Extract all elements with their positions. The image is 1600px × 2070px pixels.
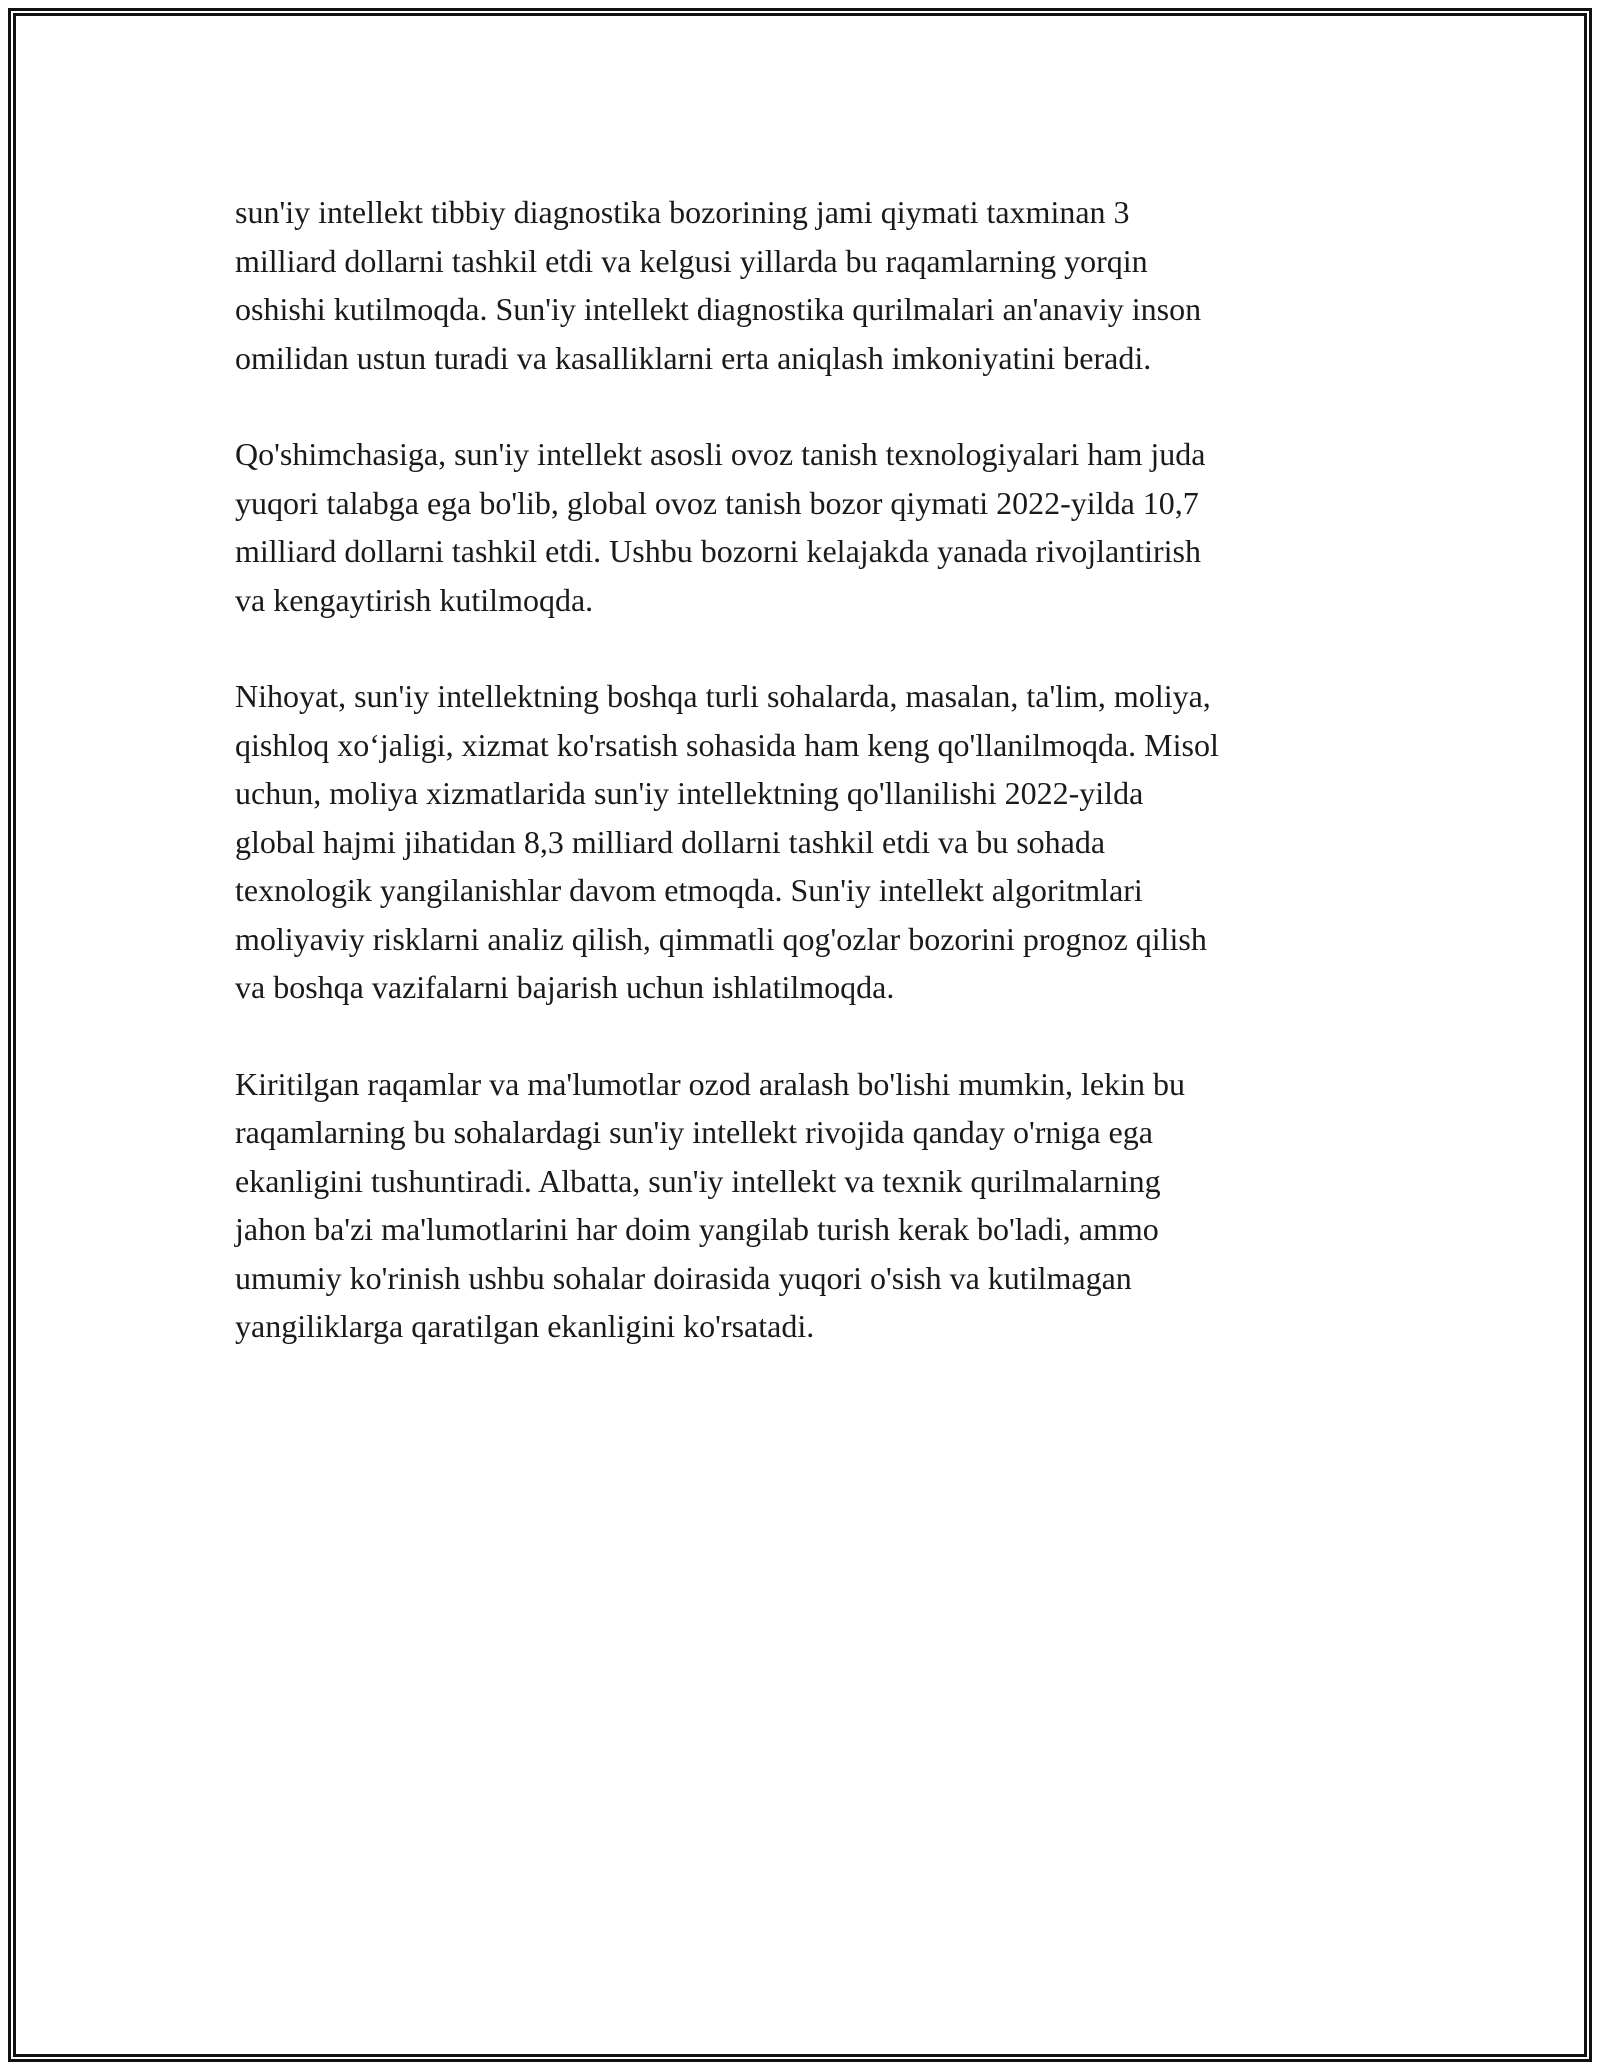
- paragraph-1-line-4: omilidan ustun turadi va kasalliklarni erta aniqlash imkoniyatini beradi.: [235, 339, 1152, 376]
- paragraph-1-line-2: milliard dollarni tashkil etdi va kelgusi yillarda bu raqamlarning yorqin: [235, 242, 1148, 279]
- paragraph-4-line-5: umumiy ko'rinish ushbu sohalar doirasida yuqori o'sish va kutilmagan: [235, 1259, 1132, 1296]
- paragraph-3-line-4: global hajmi jihatidan 8,3 milliard dollarni tashkil etdi va bu sohada: [235, 823, 1106, 860]
- paragraph-3-line-6: moliyaviy risklarni analiz qilish, qimmatli qog'ozlar bozorini prognoz qilish: [235, 920, 1207, 957]
- paragraph-4-line-2: raqamlarning bu sohalardagi sun'iy intellekt rivojida qanday o'rniga ega: [235, 1114, 1153, 1150]
- paragraph-4-line-3: ekanligini tushuntiradi. Albatta, sun'iy intellekt va texnik qurilmalarning: [235, 1162, 1161, 1199]
- paragraph-2-line-2: yuqori talabga ega bo'lib, global ovoz tanish bozor qiymati 2022-yilda 10,7: [235, 484, 1199, 521]
- paragraph-2-line-3: milliard dollarni tashkil etdi. Ushbu bozorni kelajakda yanada rivojlantirish: [235, 533, 1201, 569]
- paragraph-2-line-1: Qo'shimchasiga, sun'iy intellekt asosli ovoz tanish texnologiyalari ham juda: [235, 436, 1206, 472]
- paragraph-3-line-2: qishloq xo‘jaligi, xizmat ko'rsatish sohasida ham keng qo'llanilmoqda. Misol: [235, 726, 1219, 763]
- paragraph-3-line-1: Nihoyat, sun'iy intellektning boshqa turli sohalarda, masalan, ta'lim, moliya,: [235, 678, 1211, 714]
- paragraph-4: [235, 1060, 1375, 1351]
- paragraph-1-line-3: oshishi kutilmoqda. Sun'iy intellekt diagnostika qurilmalari an'anaviy inson: [235, 291, 1202, 327]
- paragraph-3: [235, 672, 1375, 1012]
- paragraph-2: [235, 430, 1375, 624]
- paragraph-1-line-1: sun'iy intellekt tibbiy diagnostika bozorining jami qiymati taxminan 3: [235, 194, 1130, 230]
- paragraph-2-line-4: va kengaytirish kutilmoqda.: [235, 581, 594, 618]
- paragraph-4-line-6: yangiliklarga qaratilgan ekanligini ko'rsatadi.: [235, 1308, 815, 1344]
- paragraph-4-line-4: jahon ba'zi ma'lumotlarini har doim yangilab turish kerak bo'ladi, ammo: [235, 1211, 1159, 1247]
- paragraph-3-line-3: uchun, moliya xizmatlarida sun'iy intellektning qo'llanilishi 2022-yilda: [235, 775, 1144, 811]
- paragraph-1: [235, 188, 1375, 382]
- document-body: [235, 188, 1375, 1399]
- paragraph-3-line-7: va boshqa vazifalarni bajarish uchun ishlatilmoqda.: [235, 969, 895, 1005]
- paragraph-3-line-5: texnologik yangilanishlar davom etmoqda. Sun'iy intellekt algoritmlari: [235, 872, 1143, 908]
- paragraph-4-line-1: Kiritilgan raqamlar va ma'lumotlar ozod aralash bo'lishi mumkin, lekin bu: [235, 1065, 1185, 1102]
